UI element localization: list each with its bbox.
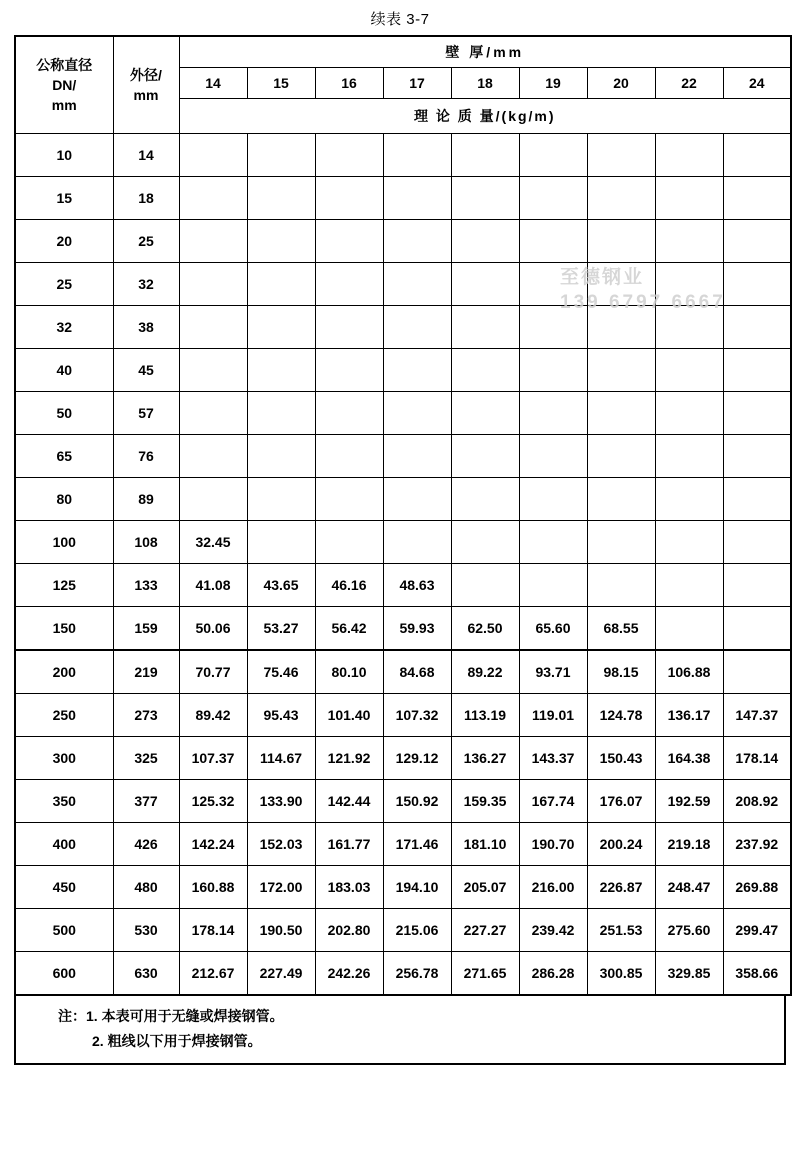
- cell-mass-16: 202.80: [315, 909, 383, 952]
- cell-mass-14: 32.45: [179, 521, 247, 564]
- table-row: [15, 694, 791, 737]
- cell-mass-14: [179, 392, 247, 435]
- cell-mass-24: [723, 607, 791, 651]
- cell-dn: 600: [15, 952, 113, 996]
- cell-mass-24: 358.66: [723, 952, 791, 996]
- cell-mass-18: 205.07: [451, 866, 519, 909]
- cell-mass-15: 53.27: [247, 607, 315, 651]
- cell-dn: 400: [15, 823, 113, 866]
- cell-mass-20: [587, 478, 655, 521]
- cell-mass-16: [315, 306, 383, 349]
- cell-mass-17: 150.92: [383, 780, 451, 823]
- cell-od: 25: [113, 220, 179, 263]
- cell-mass-18: 181.10: [451, 823, 519, 866]
- cell-mass-19: [519, 478, 587, 521]
- cell-mass-14: [179, 134, 247, 177]
- cell-dn: 32: [15, 306, 113, 349]
- cell-mass-16: [315, 263, 383, 306]
- cell-mass-17: [383, 349, 451, 392]
- cell-mass-24: 178.14: [723, 737, 791, 780]
- cell-mass-20: 124.78: [587, 694, 655, 737]
- cell-mass-15: 133.90: [247, 780, 315, 823]
- cell-mass-15: [247, 306, 315, 349]
- header-dn-line1: 公称直径: [36, 56, 93, 73]
- cell-dn: 50: [15, 392, 113, 435]
- cell-mass-16: [315, 349, 383, 392]
- cell-dn: 15: [15, 177, 113, 220]
- cell-mass-15: [247, 435, 315, 478]
- header-thickness-22: 22: [655, 68, 723, 99]
- cell-dn: 65: [15, 435, 113, 478]
- cell-mass-15: [247, 134, 315, 177]
- cell-mass-17: [383, 306, 451, 349]
- cell-mass-24: [723, 349, 791, 392]
- cell-mass-14: [179, 478, 247, 521]
- header-thickness-24: 24: [723, 68, 791, 99]
- cell-mass-18: 113.19: [451, 694, 519, 737]
- cell-mass-15: 190.50: [247, 909, 315, 952]
- cell-mass-24: [723, 220, 791, 263]
- cell-od: 159: [113, 607, 179, 651]
- cell-mass-19: [519, 134, 587, 177]
- table-row: [15, 392, 791, 435]
- cell-od: 18: [113, 177, 179, 220]
- cell-mass-14: 50.06: [179, 607, 247, 651]
- cell-mass-16: 80.10: [315, 650, 383, 694]
- cell-mass-24: [723, 392, 791, 435]
- cell-od: 377: [113, 780, 179, 823]
- cell-mass-19: [519, 349, 587, 392]
- cell-mass-24: [723, 650, 791, 694]
- cell-mass-18: 62.50: [451, 607, 519, 651]
- table-row: [15, 478, 791, 521]
- cell-mass-19: 143.37: [519, 737, 587, 780]
- cell-mass-22: 329.85: [655, 952, 723, 996]
- cell-mass-17: 256.78: [383, 952, 451, 996]
- table-row: [15, 220, 791, 263]
- cell-mass-16: 183.03: [315, 866, 383, 909]
- cell-mass-15: 95.43: [247, 694, 315, 737]
- cell-mass-17: 194.10: [383, 866, 451, 909]
- cell-mass-14: 125.32: [179, 780, 247, 823]
- cell-od: 219: [113, 650, 179, 694]
- cell-mass-24: 147.37: [723, 694, 791, 737]
- cell-od: 76: [113, 435, 179, 478]
- cell-mass-19: [519, 392, 587, 435]
- cell-mass-18: [451, 564, 519, 607]
- cell-mass-17: [383, 478, 451, 521]
- cell-mass-18: [451, 263, 519, 306]
- cell-mass-15: [247, 177, 315, 220]
- cell-mass-15: [247, 521, 315, 564]
- cell-mass-15: [247, 220, 315, 263]
- cell-mass-22: [655, 349, 723, 392]
- cell-mass-15: [247, 392, 315, 435]
- cell-dn: 125: [15, 564, 113, 607]
- cell-dn: 450: [15, 866, 113, 909]
- watermark-phone: 139 6797 6667: [560, 292, 726, 313]
- cell-mass-24: [723, 177, 791, 220]
- cell-mass-17: [383, 177, 451, 220]
- cell-mass-19: [519, 263, 587, 306]
- cell-od: 38: [113, 306, 179, 349]
- cell-dn: 40: [15, 349, 113, 392]
- cell-mass-22: 106.88: [655, 650, 723, 694]
- cell-mass-18: [451, 478, 519, 521]
- table-row: [15, 737, 791, 780]
- cell-mass-17: 129.12: [383, 737, 451, 780]
- cell-mass-22: [655, 134, 723, 177]
- note-line-2: 2. 粗线以下用于焊接钢管。: [92, 1032, 262, 1049]
- note-line-1: 注：1. 本表可用于无缝或焊接钢管。: [58, 1008, 284, 1024]
- cell-mass-20: 176.07: [587, 780, 655, 823]
- cell-mass-16: [315, 392, 383, 435]
- cell-mass-15: 43.65: [247, 564, 315, 607]
- cell-dn: 150: [15, 607, 113, 651]
- cell-mass-19: [519, 435, 587, 478]
- cell-mass-17: [383, 220, 451, 263]
- table-row: [15, 564, 791, 607]
- cell-od: 89: [113, 478, 179, 521]
- cell-od: 426: [113, 823, 179, 866]
- cell-mass-15: [247, 263, 315, 306]
- cell-mass-14: 178.14: [179, 909, 247, 952]
- cell-mass-17: [383, 435, 451, 478]
- cell-mass-24: [723, 478, 791, 521]
- header-od-line2: mm: [133, 87, 159, 103]
- table-row: [15, 349, 791, 392]
- cell-mass-20: 226.87: [587, 866, 655, 909]
- cell-mass-16: 242.26: [315, 952, 383, 996]
- header-wall-thickness-title: 壁 厚/mm: [179, 36, 791, 68]
- cell-mass-24: [723, 435, 791, 478]
- cell-mass-24: [723, 263, 791, 306]
- cell-mass-14: 107.37: [179, 737, 247, 780]
- cell-mass-22: [655, 306, 723, 349]
- cell-mass-15: 75.46: [247, 650, 315, 694]
- cell-mass-19: 65.60: [519, 607, 587, 651]
- cell-dn: 20: [15, 220, 113, 263]
- table-row: [15, 780, 791, 823]
- cell-mass-19: 119.01: [519, 694, 587, 737]
- cell-mass-20: [587, 435, 655, 478]
- cell-mass-19: [519, 521, 587, 564]
- pipe-weight-table: [14, 35, 792, 996]
- cell-mass-22: [655, 564, 723, 607]
- cell-mass-14: 212.67: [179, 952, 247, 996]
- cell-mass-20: [587, 349, 655, 392]
- cell-mass-16: 101.40: [315, 694, 383, 737]
- cell-mass-15: 152.03: [247, 823, 315, 866]
- cell-mass-17: [383, 263, 451, 306]
- header-thickness-18: 18: [451, 68, 519, 99]
- cell-od: 57: [113, 392, 179, 435]
- cell-mass-16: 46.16: [315, 564, 383, 607]
- cell-mass-14: [179, 177, 247, 220]
- cell-mass-22: [655, 607, 723, 651]
- table-row: [15, 952, 791, 996]
- cell-mass-18: [451, 134, 519, 177]
- cell-mass-20: [587, 220, 655, 263]
- cell-mass-20: 251.53: [587, 909, 655, 952]
- cell-mass-20: 300.85: [587, 952, 655, 996]
- table-row: [15, 435, 791, 478]
- cell-mass-22: 136.17: [655, 694, 723, 737]
- cell-mass-19: [519, 220, 587, 263]
- cell-od: 32: [113, 263, 179, 306]
- cell-mass-19: 93.71: [519, 650, 587, 694]
- table-row: [15, 306, 791, 349]
- cell-mass-22: 248.47: [655, 866, 723, 909]
- cell-mass-16: [315, 435, 383, 478]
- cell-mass-15: 227.49: [247, 952, 315, 996]
- cell-mass-18: [451, 306, 519, 349]
- table-row: [15, 521, 791, 564]
- cell-mass-19: [519, 306, 587, 349]
- cell-dn: 25: [15, 263, 113, 306]
- cell-mass-15: [247, 349, 315, 392]
- cell-od: 45: [113, 349, 179, 392]
- cell-mass-20: [587, 392, 655, 435]
- table-row: [15, 823, 791, 866]
- cell-mass-24: [723, 306, 791, 349]
- cell-mass-22: 219.18: [655, 823, 723, 866]
- cell-mass-17: 215.06: [383, 909, 451, 952]
- cell-mass-18: [451, 220, 519, 263]
- cell-mass-14: [179, 220, 247, 263]
- cell-mass-22: [655, 521, 723, 564]
- cell-mass-19: [519, 177, 587, 220]
- cell-mass-16: [315, 521, 383, 564]
- cell-mass-20: [587, 521, 655, 564]
- cell-mass-14: 70.77: [179, 650, 247, 694]
- cell-od: 14: [113, 134, 179, 177]
- cell-mass-24: 269.88: [723, 866, 791, 909]
- cell-mass-24: 208.92: [723, 780, 791, 823]
- cell-mass-14: 89.42: [179, 694, 247, 737]
- table-body: [15, 134, 791, 996]
- header-thickness-16: 16: [315, 68, 383, 99]
- header-thickness-19: 19: [519, 68, 587, 99]
- cell-mass-17: 48.63: [383, 564, 451, 607]
- cell-dn: 500: [15, 909, 113, 952]
- cell-mass-19: 216.00: [519, 866, 587, 909]
- cell-mass-15: [247, 478, 315, 521]
- cell-mass-14: 142.24: [179, 823, 247, 866]
- cell-mass-16: 142.44: [315, 780, 383, 823]
- header-od-line1: 外径/: [130, 66, 162, 83]
- table-caption: 续表 3-7: [370, 11, 430, 28]
- cell-mass-20: [587, 306, 655, 349]
- cell-mass-14: 41.08: [179, 564, 247, 607]
- cell-mass-16: [315, 177, 383, 220]
- cell-od: 325: [113, 737, 179, 780]
- cell-mass-19: 239.42: [519, 909, 587, 952]
- cell-od: 630: [113, 952, 179, 996]
- header-dn-line2: DN/: [52, 76, 77, 93]
- cell-mass-22: [655, 435, 723, 478]
- cell-mass-20: [587, 564, 655, 607]
- cell-od: 108: [113, 521, 179, 564]
- table-row: [15, 607, 791, 651]
- cell-od: 530: [113, 909, 179, 952]
- cell-mass-16: [315, 134, 383, 177]
- cell-mass-18: [451, 177, 519, 220]
- cell-mass-22: [655, 220, 723, 263]
- cell-mass-18: [451, 349, 519, 392]
- cell-mass-17: 59.93: [383, 607, 451, 651]
- table-row: [15, 263, 791, 306]
- header-dn-line3: mm: [51, 97, 77, 114]
- table-row: [15, 909, 791, 952]
- cell-mass-17: 171.46: [383, 823, 451, 866]
- cell-mass-18: 227.27: [451, 909, 519, 952]
- cell-mass-16: 56.42: [315, 607, 383, 651]
- cell-mass-22: 164.38: [655, 737, 723, 780]
- cell-mass-22: [655, 392, 723, 435]
- watermark-company: 至德钢业: [560, 267, 645, 288]
- cell-mass-17: 107.32: [383, 694, 451, 737]
- cell-mass-20: 200.24: [587, 823, 655, 866]
- cell-mass-22: [655, 177, 723, 220]
- cell-mass-14: [179, 435, 247, 478]
- cell-mass-18: [451, 521, 519, 564]
- cell-mass-16: 161.77: [315, 823, 383, 866]
- cell-mass-20: 150.43: [587, 737, 655, 780]
- header-theoretical-mass-title: 理 论 质 量/(kg/m): [179, 99, 791, 134]
- cell-dn: 250: [15, 694, 113, 737]
- cell-mass-17: [383, 521, 451, 564]
- cell-mass-22: 275.60: [655, 909, 723, 952]
- cell-dn: 200: [15, 650, 113, 694]
- cell-mass-17: [383, 392, 451, 435]
- cell-mass-19: [519, 564, 587, 607]
- cell-mass-22: [655, 478, 723, 521]
- table-notes: [14, 996, 786, 1065]
- header-outer-diameter: [113, 36, 179, 134]
- cell-dn: 100: [15, 521, 113, 564]
- cell-mass-16: [315, 220, 383, 263]
- cell-mass-17: 84.68: [383, 650, 451, 694]
- table-row: [15, 866, 791, 909]
- cell-mass-14: [179, 263, 247, 306]
- cell-mass-20: 98.15: [587, 650, 655, 694]
- header-thickness-15: 15: [247, 68, 315, 99]
- cell-mass-18: 271.65: [451, 952, 519, 996]
- cell-mass-18: 89.22: [451, 650, 519, 694]
- table-row: [15, 177, 791, 220]
- cell-mass-24: [723, 521, 791, 564]
- cell-mass-18: 136.27: [451, 737, 519, 780]
- header-thickness-20: 20: [587, 68, 655, 99]
- cell-mass-18: [451, 435, 519, 478]
- header-thickness-17: 17: [383, 68, 451, 99]
- cell-mass-20: [587, 263, 655, 306]
- cell-mass-22: 192.59: [655, 780, 723, 823]
- cell-mass-24: 237.92: [723, 823, 791, 866]
- cell-mass-18: [451, 392, 519, 435]
- header-nominal-diameter: [15, 36, 113, 134]
- cell-dn: 10: [15, 134, 113, 177]
- cell-mass-24: 299.47: [723, 909, 791, 952]
- table-row: [15, 650, 791, 694]
- cell-od: 273: [113, 694, 179, 737]
- cell-mass-14: [179, 349, 247, 392]
- cell-mass-14: [179, 306, 247, 349]
- cell-mass-16: 121.92: [315, 737, 383, 780]
- cell-mass-20: [587, 134, 655, 177]
- cell-dn: 80: [15, 478, 113, 521]
- cell-od: 480: [113, 866, 179, 909]
- cell-mass-18: 159.35: [451, 780, 519, 823]
- table-header: [15, 36, 791, 134]
- cell-mass-19: 286.28: [519, 952, 587, 996]
- cell-mass-17: [383, 134, 451, 177]
- cell-mass-20: 68.55: [587, 607, 655, 651]
- cell-dn: 350: [15, 780, 113, 823]
- cell-od: 133: [113, 564, 179, 607]
- header-thickness-14: 14: [179, 68, 247, 99]
- cell-mass-14: 160.88: [179, 866, 247, 909]
- cell-mass-19: 167.74: [519, 780, 587, 823]
- cell-mass-15: 172.00: [247, 866, 315, 909]
- cell-mass-24: [723, 564, 791, 607]
- cell-mass-22: [655, 263, 723, 306]
- cell-dn: 300: [15, 737, 113, 780]
- cell-mass-16: [315, 478, 383, 521]
- cell-mass-20: [587, 177, 655, 220]
- table-row: [15, 134, 791, 177]
- cell-mass-15: 114.67: [247, 737, 315, 780]
- cell-mass-24: [723, 134, 791, 177]
- cell-mass-19: 190.70: [519, 823, 587, 866]
